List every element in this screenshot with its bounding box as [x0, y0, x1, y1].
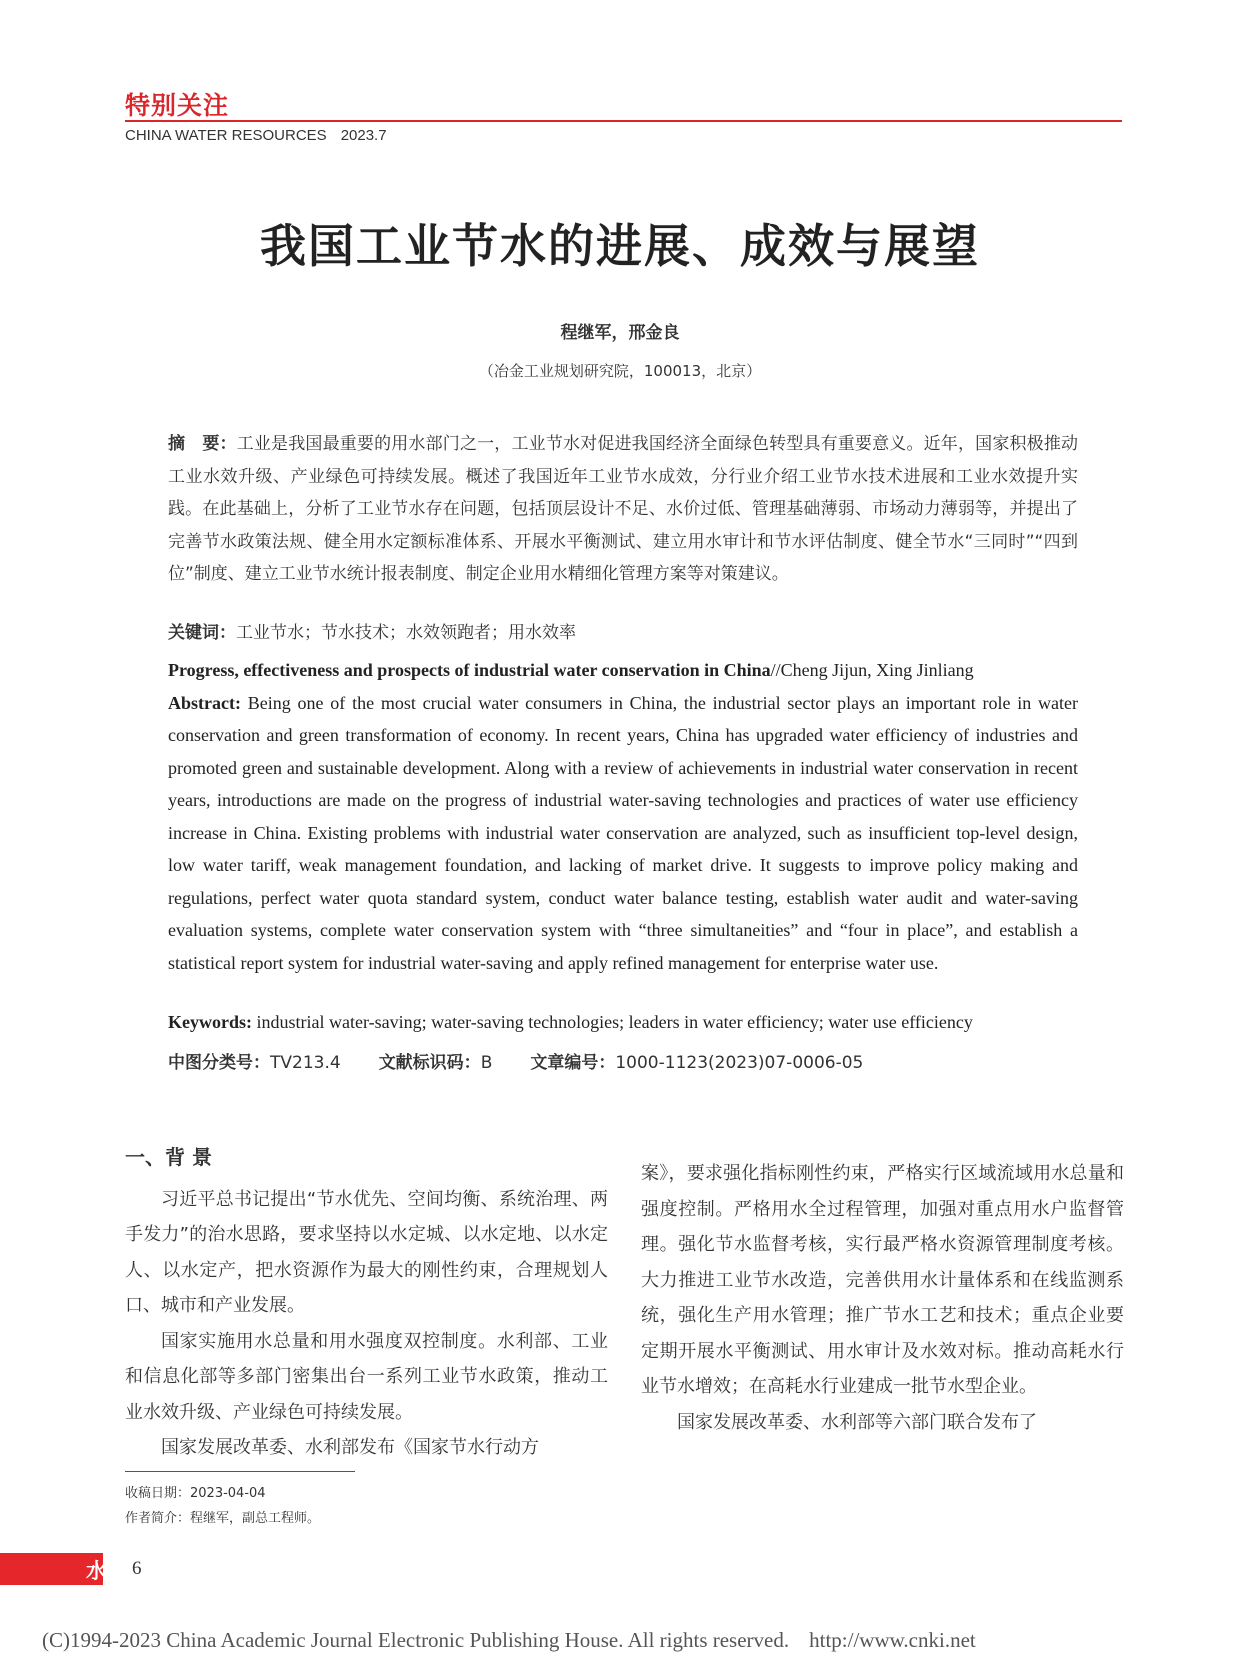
- section-label: 特别关注: [125, 91, 230, 120]
- article-number-value: 1000-1123(2023)07-0006-05: [615, 1053, 864, 1073]
- clc-value: TV213.4: [270, 1053, 341, 1073]
- author-intro: 作者简介：程继军，副总工程师。: [125, 1511, 321, 1526]
- body-column-left: [125, 1140, 608, 1466]
- journal-issue: 2023.7: [340, 127, 387, 144]
- article-title: 我国工业节水的进展、成效与展望: [260, 219, 980, 273]
- classification-line: [168, 1048, 1078, 1073]
- english-title-line: [168, 654, 1078, 687]
- doc-code-value: B: [480, 1053, 493, 1073]
- abstract-cn-label: 摘 要：: [168, 434, 237, 454]
- keywords-cn-text: 工业节水；节水技术；水效领跑者；用水效率: [236, 623, 576, 643]
- article-affiliation: （冶金工业规划研究院，100013，北京）: [478, 362, 762, 380]
- body-column-right: [641, 1156, 1124, 1440]
- clc-label: 中图分类号：: [168, 1053, 270, 1073]
- english-abstract-label: Abstract:: [168, 692, 241, 713]
- article-number-label: 文章编号：: [530, 1053, 616, 1073]
- keywords-cn-label: 关键词：: [168, 623, 236, 643]
- english-keywords-label: Keywords:: [168, 1012, 252, 1032]
- copyright-footer: [42, 1628, 976, 1653]
- english-abstract-text: Being one of the most crucial water consumers in China, the industrial sector plays an important role in water conservation and green transformation of economy. In recent years, China has upgraded water efficiency of industries and promoted green and sustainable development. Along with a review of achievements in industrial water conservation in recent years, introductions are made on the progress of industrial water-saving technologies and practices of water use efficiency increase in China. Existing problems with industrial water conservation are analyzed, such as insufficient top-level design, low water tariff, weak management foundation, and lacking of market drive. It suggests to improve policy making and regulations, perfect water quota standard system, conduct water balance testing, establish water audit and water-saving evaluation systems, complete water conservation system with “three simultaneities” and “four in place”, and establish a statistical report system for industrial water-saving and apply refined management for enterprise water use.: [168, 692, 1078, 973]
- article-authors: 程继军，邢金良: [560, 323, 680, 343]
- footnote-divider: [125, 1471, 355, 1472]
- english-authors: //Cheng Jijun, Xing Jinliang: [770, 660, 974, 680]
- water-tab-label: 水: [86, 1559, 107, 1583]
- received-date: 收稿日期：2023-04-04: [125, 1486, 266, 1501]
- body-paragraph: 案》，要求强化指标刚性约束，严格实行区域流域用水总量和强度控制。严格用水全过程管理，加强对重点用水户监督管理。强化节水监督考核，实行最严格水资源管理制度考核。大力推进工业节水改造，完善供用水计量体系和在线监测系统，强化生产用水管理；推广节水工艺和技术；重点企业要定期开展水平衡测试、用水审计及水效对标。推动高耗水行业节水增效；在高耗水行业建成一批节水型企业。: [641, 1163, 1124, 1397]
- header-divider: [125, 120, 1122, 122]
- cnki-link[interactable]: http://www.cnki.net: [809, 1628, 976, 1652]
- body-paragraph: 国家发展改革委、水利部发布《国家节水行动方: [161, 1437, 539, 1458]
- page-number: 6: [132, 1558, 142, 1579]
- english-keywords: [168, 1012, 1078, 1033]
- body-paragraph: 国家实施用水总量和用水强度双控制度。水利部、工业和信息化部等多部门密集出台一系列工业节水政策，推动工业水效升级、产业绿色可持续发展。: [125, 1330, 608, 1423]
- journal-name: CHINA WATER RESOURCES: [125, 127, 327, 144]
- body-paragraph: 习近平总书记提出“节水优先、空间均衡、系统治理、两手发力”的治水思路，要求坚持以水定城、以水定地、以水定人、以水定产，把水资源作为最大的刚性约束，合理规划人口、城市和产业发展。: [125, 1188, 608, 1316]
- journal-header: [125, 127, 387, 144]
- english-abstract-body: [168, 687, 1078, 980]
- english-title: Progress, effectiveness and prospects of industrial water conservation in China: [168, 660, 771, 680]
- english-abstract: [168, 654, 1078, 979]
- keywords-cn: [168, 618, 1078, 643]
- abstract-cn: [168, 428, 1078, 591]
- doc-code-label: 文献标识码：: [378, 1053, 481, 1073]
- body-paragraph: 国家发展改革委、水利部等六部门联合发布了: [677, 1411, 1037, 1433]
- section-heading: 一、背 景: [125, 1145, 212, 1169]
- copyright-text: (C)1994-2023 China Academic Journal Electronic Publishing House. All rights reserved.: [42, 1628, 790, 1652]
- abstract-cn-text: 工业是我国最重要的用水部门之一，工业节水对促进我国经济全面绿色转型具有重要意义。近年，国家积极推动工业水效升级、产业绿色可持续发展。概述了我国近年工业节水成效，分行业介绍工业节水技术进展和工业水效提升实践。在此基础上，分析了工业节水存在问题，包括顶层设计不足、水价过低、管理基础薄弱、市场动力薄弱等，并提出了完善节水政策法规、健全用水定额标准体系、开展水平衡测试、建立用水审计和节水评估制度、健全节水“三同时”“四到位”制度、建立工业节水统计报表制度、制定企业用水精细化管理方案等对策建议。: [168, 434, 1079, 584]
- english-keywords-text: industrial water-saving; water-saving technologies; leaders in water efficiency; water use efficiency: [252, 1012, 973, 1032]
